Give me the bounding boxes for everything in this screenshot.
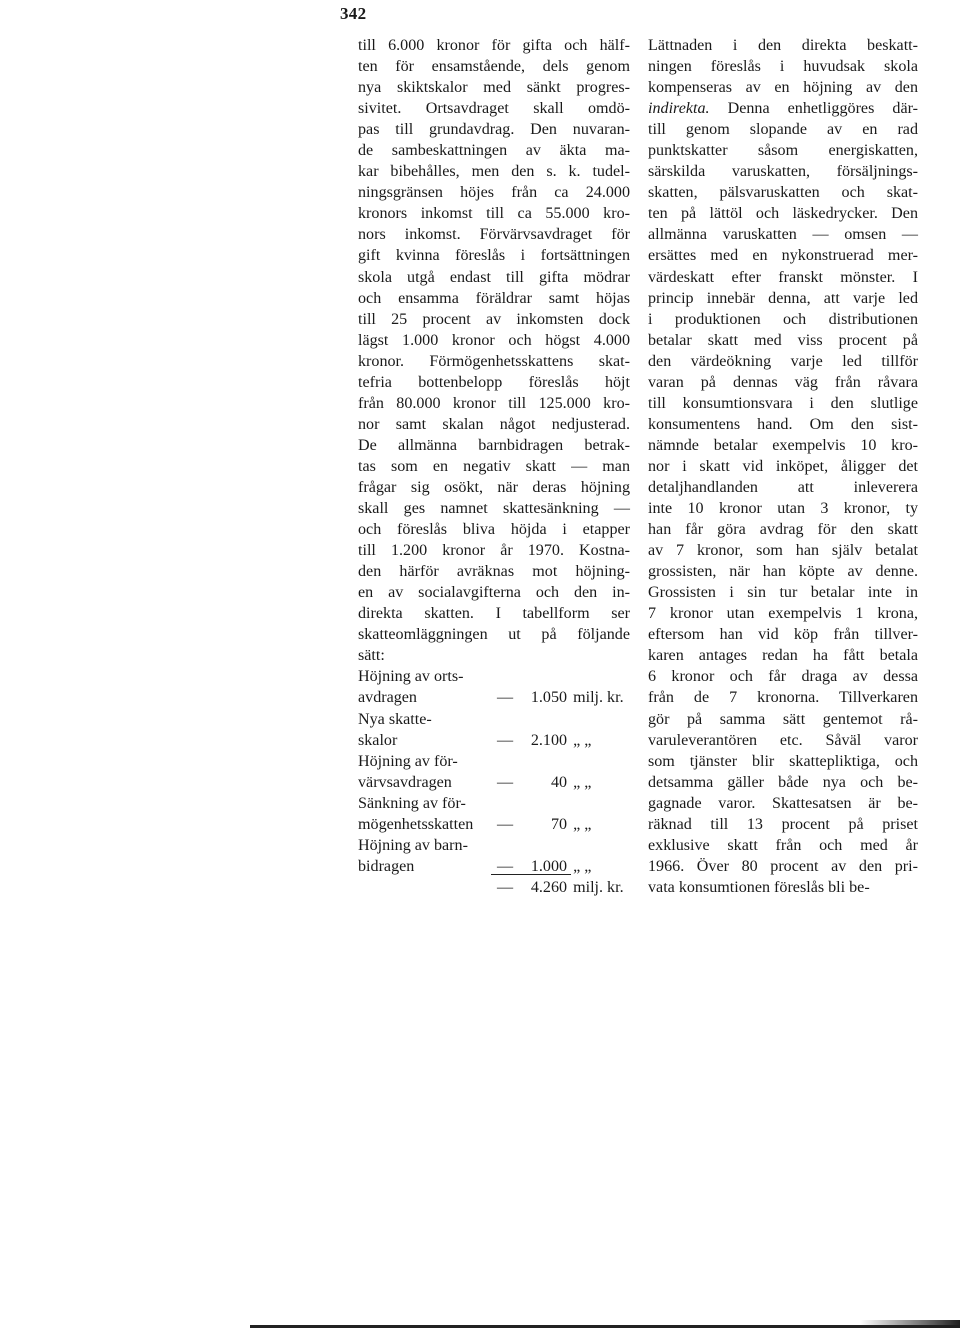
- table-row-dash: —: [497, 815, 514, 833]
- text-line: skatteomläggningen ut på följande: [358, 626, 630, 644]
- text-line: nämnde betalar exempelvis 10 kro-: [648, 436, 918, 454]
- text-line: till konsumtionsvara i den slutlige: [648, 394, 918, 412]
- text-line: gift kvinna föreslås i fortsättningen: [358, 247, 630, 265]
- text-line: detaljhandlanden att inleverera: [648, 478, 918, 496]
- text-line: av 7 kronor, som han själv betalat: [648, 542, 918, 560]
- text-line: varan på dennas väg från råvara: [648, 373, 918, 391]
- text-line: indirekta. Denna enhetliggöres där-: [648, 100, 918, 118]
- text-line: sivitet. Ortsavdraget skall omdö-: [358, 100, 630, 118]
- table-total-row: [358, 877, 630, 898]
- table-row-value: 2.100: [530, 731, 568, 749]
- text-line: princip innebär denna, att varje led: [648, 289, 918, 307]
- text-line: direkta skatten. I tabellform ser: [358, 605, 630, 623]
- table-row-label: Höjning av barn-: [358, 836, 468, 854]
- table-row-unit: „ „: [573, 773, 592, 791]
- table-row-label-cont: värvsavdragen: [358, 773, 452, 791]
- table-row-label: Nya skatte-: [358, 710, 432, 728]
- text-line: tas som en negativ skatt — man: [358, 457, 630, 475]
- text-line: gagnade varor. Skattesatsen är be-: [648, 794, 918, 812]
- text-line: särskilda varuskatten, försäljnings-: [648, 163, 918, 181]
- text-line: 6 kronor och får draga av dessa: [648, 668, 918, 686]
- text-line: ten på lättöl och läskedrycker. Den: [648, 205, 918, 223]
- text-line: 7 kronor utan exempelvis 1 krona,: [648, 605, 918, 623]
- right-column-text: [648, 35, 918, 898]
- text-line: allmänna varuskatten — omsen —: [648, 226, 918, 244]
- text-line: eftersom han vid köp från tillver-: [648, 626, 918, 644]
- text-line: gör på samma sätt gentemot rå-: [648, 710, 918, 728]
- table-row-value: 1.050: [530, 689, 568, 707]
- text-line: skola utgå endast till gifta mödrar: [358, 268, 630, 286]
- text-line: betalar skatt med viss procent på: [648, 331, 918, 349]
- table-row: [358, 687, 630, 708]
- text-line: den härför avräknas mot höjning-: [358, 563, 630, 581]
- text-line: och föreslås bliva höjda i etapper: [358, 521, 630, 539]
- table-row-value: 70: [550, 815, 568, 833]
- text-line: i produktionen och distributionen: [648, 310, 918, 328]
- table-row-label: Sänkning av för-: [358, 794, 466, 812]
- table-total-value: 4.260: [530, 878, 568, 896]
- text-line: ersättes med en nykonstruerad mer-: [648, 247, 918, 265]
- text-line: kar bibehålles, men den s. k. tudel-: [358, 163, 630, 181]
- text-line: Lättnaden i den direkta beskatt-: [648, 37, 918, 54]
- text-line: de sambeskattningen av äkta ma-: [358, 142, 630, 160]
- text-line: till 1.200 kronor år 1970. Kostna-: [358, 542, 630, 560]
- text-line: lägst 1.000 kronor och högst 4.000: [358, 331, 630, 349]
- table-row-label-cont: bidragen: [358, 857, 415, 875]
- text-line: från de 7 kronorna. Tillverkaren: [648, 689, 918, 707]
- table-row-label: Höjning av för-: [358, 752, 458, 770]
- table-row-dash: —: [497, 689, 514, 707]
- text-line: den värdeökning varje led tillför: [648, 352, 918, 370]
- text-line: sätt:: [358, 647, 385, 665]
- text-line: nors inkomst. Förvärvsavdraget för: [358, 226, 630, 244]
- table-row: [358, 730, 630, 751]
- table-row-value: 40: [550, 773, 568, 791]
- table-row-value: 1.000: [530, 857, 568, 875]
- text-line: frågar sig osökt, när deras höjning: [358, 478, 630, 496]
- table-total-unit: milj. kr.: [573, 878, 624, 896]
- text-line: nya skiktskalor med sänkt progres-: [358, 79, 630, 97]
- text-line: nor samt skalan något nedjusterad.: [358, 415, 630, 433]
- text-line: pas till grundavdrag. Den nuvaran-: [358, 121, 630, 139]
- text-line: 1966. Över 80 procent av den pri-: [648, 857, 918, 875]
- page-number: 342: [340, 4, 367, 23]
- text-line: karen antages redan ha fått betala: [648, 647, 918, 665]
- text-line: Grossisten i sin tur betalar inte in: [648, 584, 918, 602]
- text-line: räknad till 13 procent på priset: [648, 815, 918, 833]
- table-row-dash: —: [497, 857, 514, 875]
- text-line: nor i skatt vid inköpet, åligger det: [648, 457, 918, 475]
- table-row: [358, 814, 630, 835]
- left-column-text: [358, 35, 630, 666]
- text-line: från 80.000 kronor till 125.000 kro-: [358, 394, 630, 412]
- text-line: tefria bottenbelopp föreslås höjt: [358, 373, 630, 391]
- table-row-unit: „ „: [573, 857, 592, 875]
- table-row-label-cont: mögenhetsskatten: [358, 815, 474, 833]
- scan-bottom-edge: [250, 1325, 960, 1328]
- text-line: ten för ensamstående, dels genom: [358, 58, 630, 76]
- text-line: exklusive skatt från och med år: [648, 836, 918, 854]
- table-row-label-cont: avdragen: [358, 689, 417, 707]
- text-line: varuleverantören etc. Såväl varor: [648, 731, 918, 749]
- text-line: konsumentens hand. Om den sist-: [648, 415, 918, 433]
- text-line: kronors inkomst till ca 55.000 kro-: [358, 205, 630, 223]
- text-line: en av socialavgifterna och den in-: [358, 584, 630, 602]
- text-line: värdeskatt efter franskt mönster. I: [648, 268, 918, 286]
- text-line: och ensamma föräldrar samt höjas: [358, 289, 630, 307]
- right-column: [648, 35, 918, 898]
- text-line: skall ges namnet skattesänkning —: [358, 500, 630, 518]
- table-row-label: Höjning av orts-: [358, 668, 464, 686]
- text-line: kompenseras av en höjning av den: [648, 79, 918, 97]
- table-sum-rule: [491, 874, 571, 875]
- table-row-unit: milj. kr.: [573, 689, 624, 707]
- text-line: han får göra avdrag för den skatt: [648, 521, 918, 539]
- text-line: vata konsumtionen föreslås bli be-: [648, 878, 870, 896]
- table-row-dash: —: [497, 773, 514, 791]
- text-line: ningen föreslås i huvudsak skola: [648, 58, 918, 76]
- table-total-dash: —: [497, 878, 514, 896]
- text-line: detsamma gäller både nya och be-: [648, 773, 918, 791]
- table-row-unit: „ „: [573, 731, 592, 749]
- table-row-label-cont: skalor: [358, 731, 398, 749]
- table-row-dash: —: [497, 731, 514, 749]
- left-column: [358, 35, 630, 898]
- table-row: [358, 772, 630, 793]
- text-line: till genom slopande av en rad: [648, 121, 918, 139]
- text-line: kronor. Förmögenhetsskattens skat-: [358, 352, 630, 370]
- text-line: skatten, pälsvaruskatten och skat-: [648, 184, 918, 202]
- text-line: inte 10 kronor utan 3 kronor, ty: [648, 500, 918, 518]
- text-line: till 25 procent av inkomsten dock: [358, 310, 630, 328]
- text-line: till 6.000 kronor för gifta och hälf-: [358, 37, 630, 54]
- text-line: grossisten, när han köpte av denne.: [648, 563, 918, 581]
- scan-bottom-edge-shadow: [860, 1320, 960, 1328]
- text-line: som tjänster blir skattepliktiga, och: [648, 752, 918, 770]
- text-line: ningsgränsen höjes från ca 24.000: [358, 184, 630, 202]
- tax-change-table: [358, 666, 630, 898]
- table-row-unit: „ „: [573, 815, 592, 833]
- text-line: De allmänna barnbidragen betrak-: [358, 436, 630, 454]
- text-line: punktskatter såsom energiskatten,: [648, 142, 918, 160]
